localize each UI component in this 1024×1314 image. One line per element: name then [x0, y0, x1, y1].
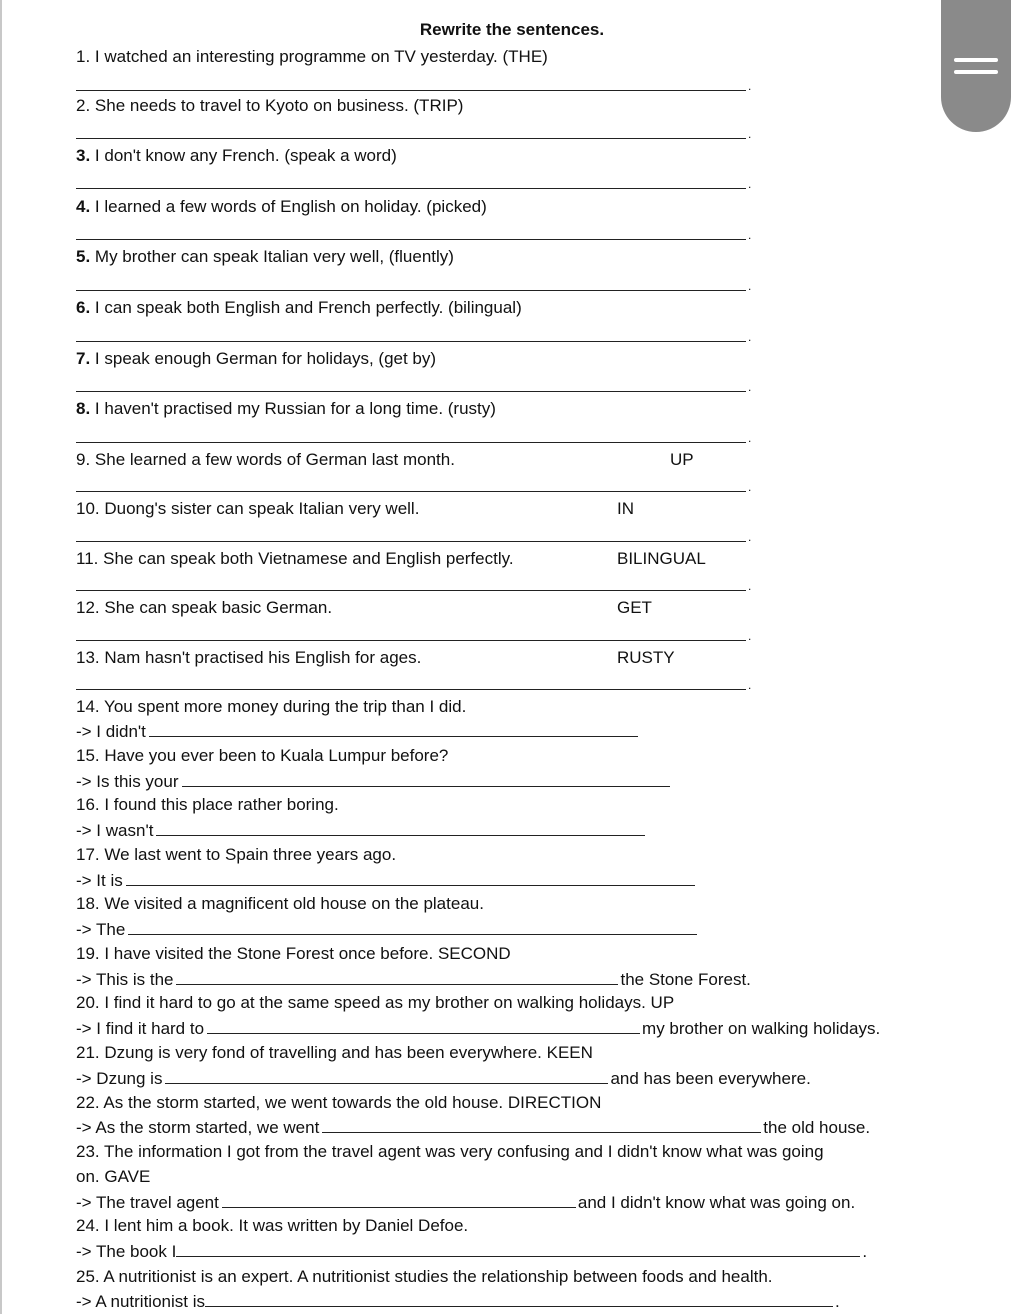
question-number: 2.	[76, 96, 91, 115]
answer-line[interactable]	[76, 138, 746, 139]
line-end: .	[748, 228, 752, 242]
answer-blank[interactable]	[128, 919, 697, 935]
question-number: 1.	[76, 47, 91, 66]
answer-blank[interactable]	[176, 969, 618, 985]
question-6	[76, 298, 522, 318]
worksheet-title: Rewrite the sentences.	[419, 20, 605, 39]
question-number: 8.	[76, 399, 91, 418]
question-10: 10. Duong's sister can speak Italian very well.	[76, 499, 420, 518]
question-18: 18. We visited a magnificent old house on the plateau.	[76, 894, 484, 913]
question-text: My brother can speak Italian very well, (fluently)	[94, 247, 454, 266]
answer-prompt: -> It is	[76, 870, 697, 891]
line-end: .	[748, 629, 752, 643]
answer-blank[interactable]	[205, 1291, 833, 1307]
line-end: .	[748, 79, 752, 93]
answer-line[interactable]	[76, 391, 746, 392]
keyword: RUSTY	[617, 648, 675, 667]
answer-blank[interactable]	[149, 721, 638, 737]
question-text: I watched an interesting programme on TV yesterday. (THE)	[94, 47, 548, 66]
answer-line[interactable]	[76, 541, 746, 542]
question-23-continued: on. GAVE	[76, 1167, 151, 1186]
question-2	[76, 96, 463, 116]
answer-blank[interactable]	[182, 771, 670, 787]
question-number: 6.	[76, 298, 91, 317]
line-end: .	[748, 127, 752, 141]
question-20: 20. I find it hard to go at the same speed as my brother on walking holidays. UP	[76, 993, 675, 1012]
answer-prompt: -> As the storm started, we went the old house.	[76, 1118, 871, 1137]
question-25: 25. A nutritionist is an expert. A nutritionist studies the relationship between foods and health.	[76, 1267, 773, 1286]
question-text: I learned a few words of English on holiday. (picked)	[94, 197, 487, 216]
question-21: 21. Dzung is very fond of travelling and has been everywhere. KEEN	[76, 1043, 593, 1062]
answer-prompt: -> The book I .	[76, 1242, 868, 1261]
question-text: I can speak both English and French perfectly. (bilingual)	[94, 298, 522, 317]
question-19: 19. I have visited the Stone Forest once before. SECOND	[76, 944, 511, 963]
question-14: 14. You spent more money during the trip than I did.	[76, 697, 467, 716]
answer-line[interactable]	[76, 239, 746, 240]
line-end: .	[748, 678, 752, 692]
answer-line[interactable]	[76, 590, 746, 591]
answer-blank[interactable]	[207, 1018, 640, 1034]
keyword: BILINGUAL	[617, 549, 706, 568]
question-11: 11. She can speak both Vietnamese and English perfectly.	[76, 549, 514, 568]
answer-prompt: -> I didn't	[76, 721, 640, 742]
line-end: .	[748, 330, 752, 344]
answer-line[interactable]	[76, 341, 746, 342]
handle-grip-icon	[954, 70, 998, 74]
line-end: .	[748, 431, 752, 445]
question-12: 12. She can speak basic German.	[76, 598, 333, 617]
question-9: 9. She learned a few words of German last month.	[76, 450, 455, 469]
question-number: 5.	[76, 247, 91, 266]
answer-line[interactable]	[76, 640, 746, 641]
question-16: 16. I found this place rather boring.	[76, 795, 339, 814]
answer-blank[interactable]	[156, 820, 645, 836]
question-24: 24. I lent him a book. It was written by Daniel Defoe.	[76, 1216, 469, 1235]
question-text: I haven't practised my Russian for a long time. (rusty)	[94, 399, 496, 418]
answer-blank[interactable]	[165, 1068, 608, 1084]
line-end: .	[748, 177, 752, 191]
answer-prompt: -> The travel agent and I didn't know what was going on.	[76, 1193, 856, 1212]
question-13: 13. Nam hasn't practised his English for ages.	[76, 648, 422, 667]
question-number: 3.	[76, 146, 91, 165]
question-1	[76, 47, 548, 67]
question-number: 7.	[76, 349, 91, 368]
question-15: 15. Have you ever been to Kuala Lumpur before?	[76, 746, 449, 765]
answer-prompt: -> Is this your	[76, 771, 672, 792]
answer-blank[interactable]	[126, 870, 695, 886]
question-text: I speak enough German for holidays, (get by)	[94, 349, 437, 368]
answer-line[interactable]	[76, 491, 746, 492]
line-end: .	[748, 579, 752, 593]
answer-prompt: -> Dzung is and has been everywhere.	[76, 1069, 811, 1088]
answer-line[interactable]	[76, 442, 746, 443]
answer-blank[interactable]	[322, 1117, 761, 1133]
question-4	[76, 197, 487, 217]
line-end: .	[748, 279, 752, 293]
page-left-edge	[0, 0, 2, 1314]
answer-prompt: -> The	[76, 919, 699, 940]
question-7	[76, 349, 436, 369]
question-text: I don't know any French. (speak a word)	[94, 146, 397, 165]
question-3	[76, 146, 397, 166]
line-end: .	[748, 380, 752, 394]
keyword: IN	[617, 499, 634, 518]
answer-blank[interactable]	[222, 1192, 576, 1208]
answer-line[interactable]	[76, 689, 746, 690]
question-text: She needs to travel to Kyoto on business. (TRIP)	[94, 96, 464, 115]
handle-grip-icon	[954, 58, 998, 62]
answer-prompt: -> This is the the Stone Forest.	[76, 970, 751, 989]
answer-line[interactable]	[76, 188, 746, 189]
question-22: 22. As the storm started, we went towards the old house. DIRECTION	[76, 1093, 602, 1112]
keyword: UP	[670, 450, 694, 469]
question-5	[76, 247, 454, 267]
answer-prompt: -> A nutritionist is .	[76, 1292, 840, 1311]
question-23: 23. The information I got from the travel agent was very confusing and I didn't know what was going	[76, 1142, 824, 1161]
keyword: GET	[617, 598, 652, 617]
answer-line[interactable]	[76, 90, 746, 91]
line-end: .	[748, 480, 752, 494]
question-number: 4.	[76, 197, 91, 216]
answer-line[interactable]	[76, 290, 746, 291]
answer-prompt: -> I find it hard to my brother on walking holidays.	[76, 1019, 881, 1038]
question-17: 17. We last went to Spain three years ago.	[76, 845, 397, 864]
answer-prompt: -> I wasn't	[76, 820, 647, 841]
question-8	[76, 399, 496, 419]
line-end: .	[748, 530, 752, 544]
answer-blank[interactable]	[176, 1241, 860, 1257]
